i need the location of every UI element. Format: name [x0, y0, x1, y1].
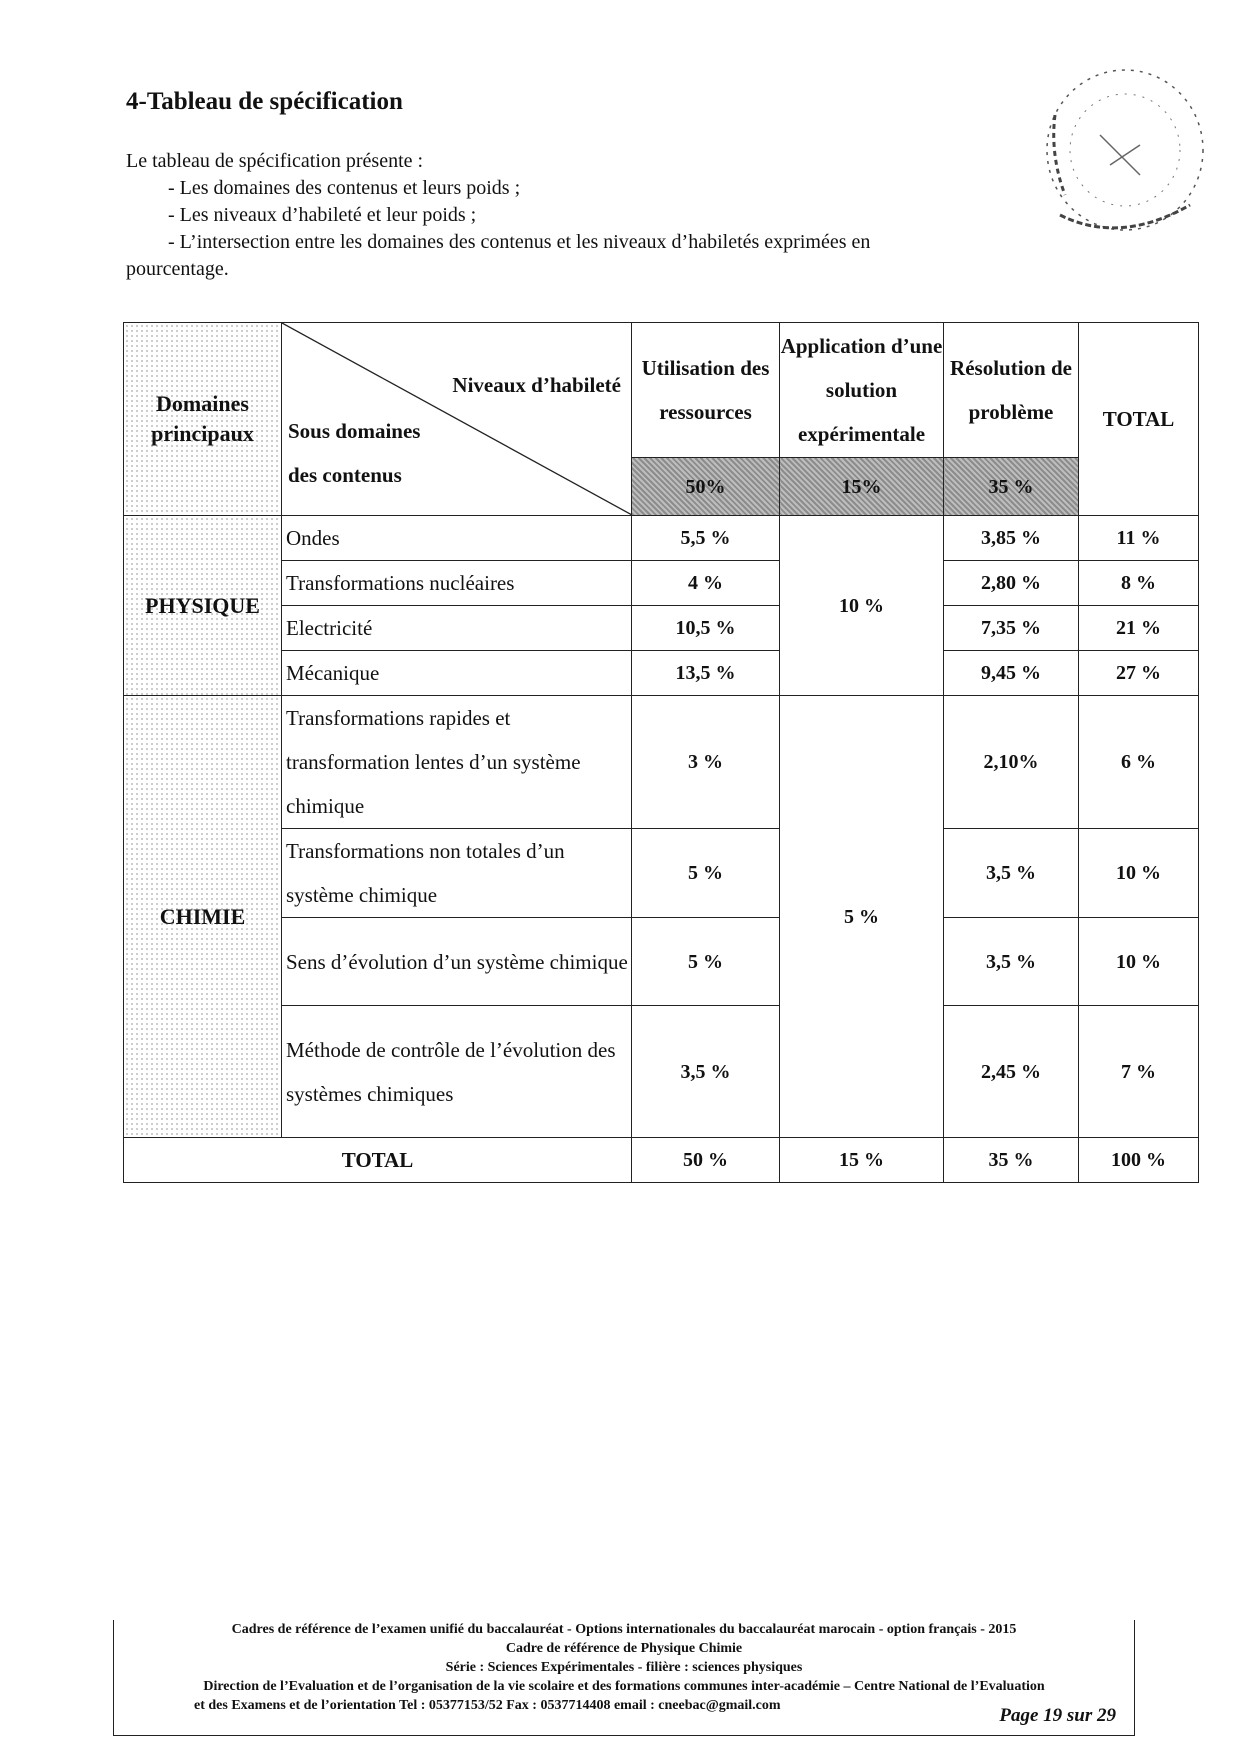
header-domaines — [124, 323, 282, 516]
header-domaines-line2: principaux — [151, 421, 254, 446]
footer-line: Cadres de référence de l’examen unifié du baccalauréat - Options internationales du baccalauréat marocain - option français - 2015 — [231, 1622, 1017, 1637]
value-resolution: 9,45 % — [944, 651, 1079, 696]
subdomain-cell: Ondes — [282, 516, 632, 561]
subdomain-cell: Transformations non totales d’un système chimique — [282, 829, 632, 918]
total-row-label: TOTAL — [124, 1138, 632, 1183]
subdomain-cell: Méthode de contrôle de l’évolution des systèmes chimiques — [282, 1006, 632, 1138]
value-utilisation: 3,5 % — [632, 1006, 780, 1138]
official-stamp-icon — [1030, 55, 1215, 255]
value-application-physique: 10 % — [780, 516, 944, 696]
header-resolution: Résolution de problème — [944, 323, 1079, 458]
value-application-chimie: 5 % — [780, 696, 944, 1138]
value-total: 27 % — [1079, 651, 1199, 696]
specification-table — [123, 322, 1199, 1183]
value-total: 7 % — [1079, 1006, 1199, 1138]
intro-bullet: - Les domaines des contenus et leurs poids ; — [168, 177, 521, 199]
value-resolution: 2,80 % — [944, 561, 1079, 606]
header-utilisation: Utilisation des ressources — [632, 323, 780, 458]
intro-bullet: - Les niveaux d’habileté et leur poids ; — [168, 204, 477, 226]
value-total: 21 % — [1079, 606, 1199, 651]
value-utilisation: 13,5 % — [632, 651, 780, 696]
header-application: Application d’une solution expérimentale — [780, 323, 944, 458]
header-niveaux: Niveaux d’habileté — [452, 373, 621, 397]
header-domaines-line1: Domaines — [156, 391, 249, 416]
value-utilisation: 10,5 % — [632, 606, 780, 651]
header-sous-domaines-2: des contenus — [288, 463, 402, 487]
total-resolution: 35 % — [944, 1138, 1079, 1183]
value-total: 8 % — [1079, 561, 1199, 606]
subdomain-cell: Transformations rapides et transformation lentes d’un système chimique — [282, 696, 632, 829]
value-utilisation: 5,5 % — [632, 516, 780, 561]
total-utilisation: 50 % — [632, 1138, 780, 1183]
total-application: 15 % — [780, 1138, 944, 1183]
subdomain-cell: Transformations nucléaires — [282, 561, 632, 606]
domain-chimie: CHIMIE — [124, 696, 282, 1138]
intro-tail: pourcentage. — [126, 258, 229, 280]
page-title: 4-Tableau de spécification — [126, 88, 403, 115]
intro-lead: Le tableau de spécification présente : — [126, 150, 424, 172]
footer-line: Direction de l’Evaluation et de l’organisation de la vie scolaire et des formations communes inter-académie – Centre National de l’Evaluation — [203, 1679, 1045, 1694]
page-footer — [113, 1620, 1135, 1736]
value-total: 11 % — [1079, 516, 1199, 561]
value-utilisation: 4 % — [632, 561, 780, 606]
value-resolution: 2,45 % — [944, 1006, 1079, 1138]
value-total: 10 % — [1079, 918, 1199, 1006]
footer-line: et des Examens et de l’orientation Tel : 05377153/52 Fax : 0537714408 email : cneebac@gmail.com — [194, 1698, 781, 1713]
weight-resolution: 35 % — [944, 458, 1079, 516]
value-resolution: 3,85 % — [944, 516, 1079, 561]
domain-physique: PHYSIQUE — [124, 516, 282, 696]
page-number: Page 19 sur 29 — [999, 1705, 1116, 1726]
footer-line: Série : Sciences Expérimentales - filière : sciences physiques — [445, 1660, 803, 1675]
weight-application: 15% — [780, 458, 944, 516]
header-total: TOTAL — [1079, 323, 1199, 516]
subdomain-cell: Mécanique — [282, 651, 632, 696]
value-total: 10 % — [1079, 829, 1199, 918]
value-resolution: 2,10% — [944, 696, 1079, 829]
value-resolution: 7,35 % — [944, 606, 1079, 651]
intro-bullet: - L’intersection entre les domaines des contenus et les niveaux d’habiletés exprimées en — [168, 231, 871, 253]
value-utilisation: 5 % — [632, 829, 780, 918]
value-resolution: 3,5 % — [944, 918, 1079, 1006]
weight-utilisation: 50% — [632, 458, 780, 516]
value-utilisation: 3 % — [632, 696, 780, 829]
value-total: 6 % — [1079, 696, 1199, 829]
total-total: 100 % — [1079, 1138, 1199, 1183]
header-sous-domaines: Sous domaines — [288, 419, 421, 443]
header-corner-diagonal — [282, 323, 632, 516]
footer-line: Cadre de référence de Physique Chimie — [505, 1641, 743, 1656]
subdomain-cell: Electricité — [282, 606, 632, 651]
intro-text — [126, 148, 1076, 283]
subdomain-cell: Sens d’évolution d’un système chimique — [282, 918, 632, 1006]
value-utilisation: 5 % — [632, 918, 780, 1006]
value-resolution: 3,5 % — [944, 829, 1079, 918]
